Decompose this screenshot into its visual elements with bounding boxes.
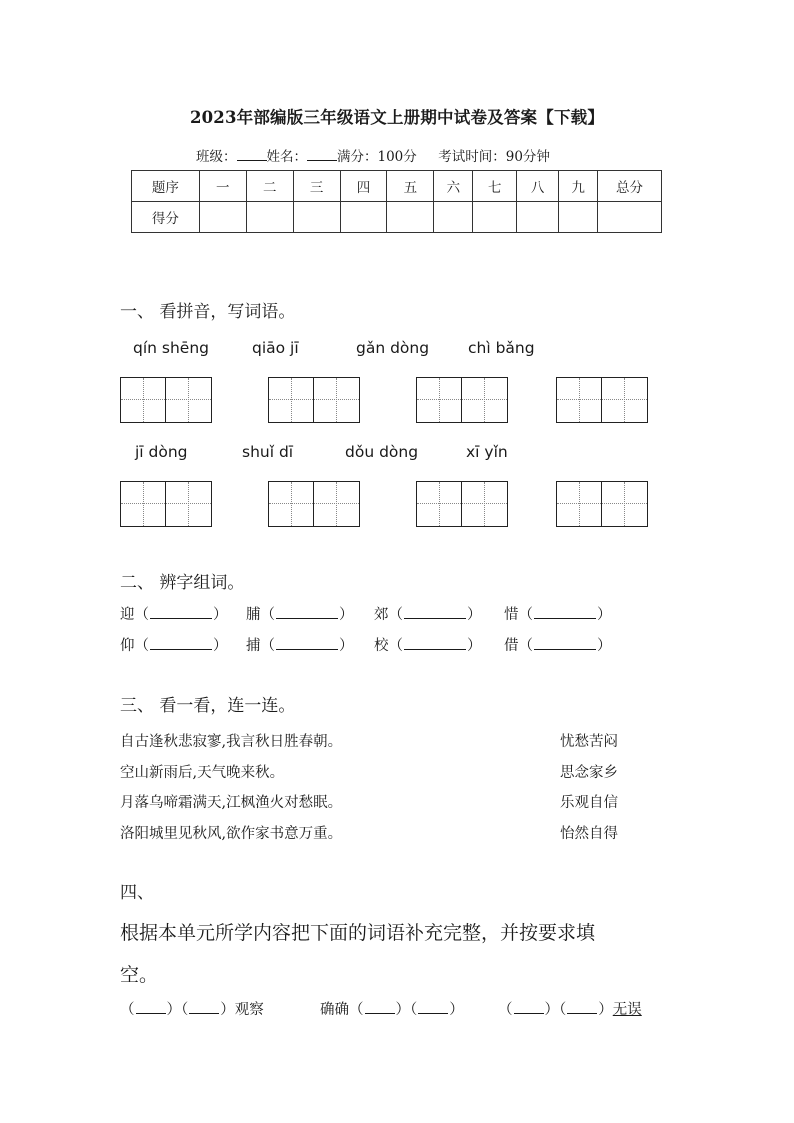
word-item: 校（ ） bbox=[374, 638, 482, 654]
score-header-cell: 三 bbox=[293, 171, 340, 202]
pinyin-label: xī yǐn bbox=[466, 443, 508, 461]
answer-blank[interactable] bbox=[189, 1000, 219, 1014]
answer-blank[interactable] bbox=[404, 636, 466, 650]
emotion-option: 思念家乡 bbox=[560, 765, 618, 781]
pinyin-label: gǎn dòng bbox=[356, 339, 430, 357]
class-blank[interactable] bbox=[237, 147, 267, 161]
score-cell[interactable] bbox=[293, 202, 340, 233]
word-item: 脯（ ） bbox=[246, 607, 354, 623]
char: 迎 bbox=[120, 607, 135, 623]
poem-line: 洛阳城里见秋风,欲作家书意万重。 bbox=[120, 826, 343, 842]
word-item: 仰（ ） bbox=[120, 638, 228, 654]
score-header-cell: 七 bbox=[473, 171, 517, 202]
writing-grid[interactable] bbox=[120, 377, 212, 423]
poem-line: 自古逢秋悲寂寥,我言秋日胜春朝。 bbox=[120, 734, 343, 750]
answer-blank[interactable] bbox=[404, 605, 466, 619]
score-cell[interactable] bbox=[434, 202, 473, 233]
word-item: 借（ ） bbox=[504, 638, 612, 654]
exam-time: 考试时间：90分钟 bbox=[438, 149, 550, 165]
score-row-label: 得分 bbox=[132, 202, 200, 233]
score-header-cell: 八 bbox=[517, 171, 559, 202]
section4-heading: 四、 bbox=[120, 883, 154, 903]
writing-grid[interactable] bbox=[556, 481, 648, 527]
answer-blank[interactable] bbox=[418, 1000, 448, 1014]
answer-blank[interactable] bbox=[514, 1000, 544, 1014]
section1-heading: 一、 看拼音，写词语。 bbox=[120, 302, 296, 322]
char: 郊 bbox=[374, 607, 389, 623]
word-item: 惜（ ） bbox=[504, 607, 612, 623]
section2-heading: 二、 辨字组词。 bbox=[120, 573, 245, 593]
pinyin-label: qín shēng bbox=[133, 339, 209, 357]
writing-grid[interactable] bbox=[268, 377, 360, 423]
idiom-item: （ ）（ ）观察 bbox=[120, 1002, 264, 1018]
section4-instruction: 根据本单元所学内容把下面的词语补充完整，并按要求填 bbox=[120, 922, 596, 944]
char: 捕 bbox=[246, 638, 261, 654]
score-cell[interactable] bbox=[598, 202, 662, 233]
score-cell[interactable] bbox=[246, 202, 293, 233]
idiom-item: 确确（ ）（ ） bbox=[320, 1002, 464, 1018]
word-item: 郊（ ） bbox=[374, 607, 482, 623]
writing-grid[interactable] bbox=[416, 377, 508, 423]
score-cell[interactable] bbox=[517, 202, 559, 233]
idiom-text: 无误 bbox=[612, 1002, 642, 1018]
page-title: 2023年部编版三年级语文上册期中试卷及答案【下载】 bbox=[189, 108, 605, 127]
pinyin-label: qiāo jī bbox=[252, 339, 299, 357]
writing-grid[interactable] bbox=[120, 481, 212, 527]
pinyin-label: shuǐ dī bbox=[242, 443, 294, 461]
idiom-item: （ ）（ ）无误 bbox=[498, 1002, 642, 1018]
score-value-row bbox=[132, 202, 662, 233]
word-item: 迎（ ） bbox=[120, 607, 228, 623]
poem-line: 空山新雨后,天气晚来秋。 bbox=[120, 765, 285, 781]
score-cell[interactable] bbox=[473, 202, 517, 233]
writing-grid[interactable] bbox=[556, 377, 648, 423]
emotion-option: 怡然自得 bbox=[560, 826, 618, 842]
answer-blank[interactable] bbox=[567, 1000, 597, 1014]
poem-line: 月落乌啼霜满天,江枫渔火对愁眠。 bbox=[120, 795, 343, 811]
idiom-text: 确确 bbox=[320, 1002, 349, 1018]
answer-blank[interactable] bbox=[534, 605, 596, 619]
answer-blank[interactable] bbox=[365, 1000, 395, 1014]
score-header-cell: 题序 bbox=[132, 171, 200, 202]
idiom-text: 观察 bbox=[234, 1002, 264, 1018]
writing-grid[interactable] bbox=[268, 481, 360, 527]
answer-blank[interactable] bbox=[136, 1000, 166, 1014]
score-cell[interactable] bbox=[387, 202, 434, 233]
name-blank[interactable] bbox=[307, 147, 337, 161]
section4-instruction-cont: 空。 bbox=[120, 964, 159, 986]
answer-blank[interactable] bbox=[276, 636, 338, 650]
score-header-row bbox=[132, 171, 662, 202]
class-label: 班级： bbox=[196, 149, 237, 165]
full-marks: 满分：100分 bbox=[337, 149, 417, 165]
score-header-cell: 四 bbox=[340, 171, 387, 202]
section3-heading: 三、 看一看，连一连。 bbox=[120, 696, 296, 716]
char: 脯 bbox=[246, 607, 261, 623]
score-header-cell: 六 bbox=[434, 171, 473, 202]
score-header-cell: 总分 bbox=[598, 171, 662, 202]
score-header-cell: 一 bbox=[199, 171, 246, 202]
word-item: 捕（ ） bbox=[246, 638, 354, 654]
pinyin-label: chì bǎng bbox=[468, 339, 535, 357]
char: 借 bbox=[504, 638, 519, 654]
score-header-cell: 二 bbox=[246, 171, 293, 202]
answer-blank[interactable] bbox=[150, 605, 212, 619]
answer-blank[interactable] bbox=[276, 605, 338, 619]
exam-meta bbox=[196, 145, 550, 165]
score-cell[interactable] bbox=[559, 202, 598, 233]
score-header-cell: 五 bbox=[387, 171, 434, 202]
char: 仰 bbox=[120, 638, 135, 654]
score-table bbox=[131, 170, 662, 233]
name-label: 姓名： bbox=[266, 149, 307, 165]
char: 惜 bbox=[504, 607, 519, 623]
emotion-option: 乐观自信 bbox=[560, 795, 618, 811]
answer-blank[interactable] bbox=[534, 636, 596, 650]
char: 校 bbox=[374, 638, 389, 654]
pinyin-label: jī dòng bbox=[135, 443, 188, 461]
score-cell[interactable] bbox=[340, 202, 387, 233]
emotion-option: 忧愁苦闷 bbox=[560, 734, 618, 750]
score-header-cell: 九 bbox=[559, 171, 598, 202]
score-cell[interactable] bbox=[199, 202, 246, 233]
pinyin-label: dǒu dòng bbox=[345, 443, 419, 461]
writing-grid[interactable] bbox=[416, 481, 508, 527]
answer-blank[interactable] bbox=[150, 636, 212, 650]
